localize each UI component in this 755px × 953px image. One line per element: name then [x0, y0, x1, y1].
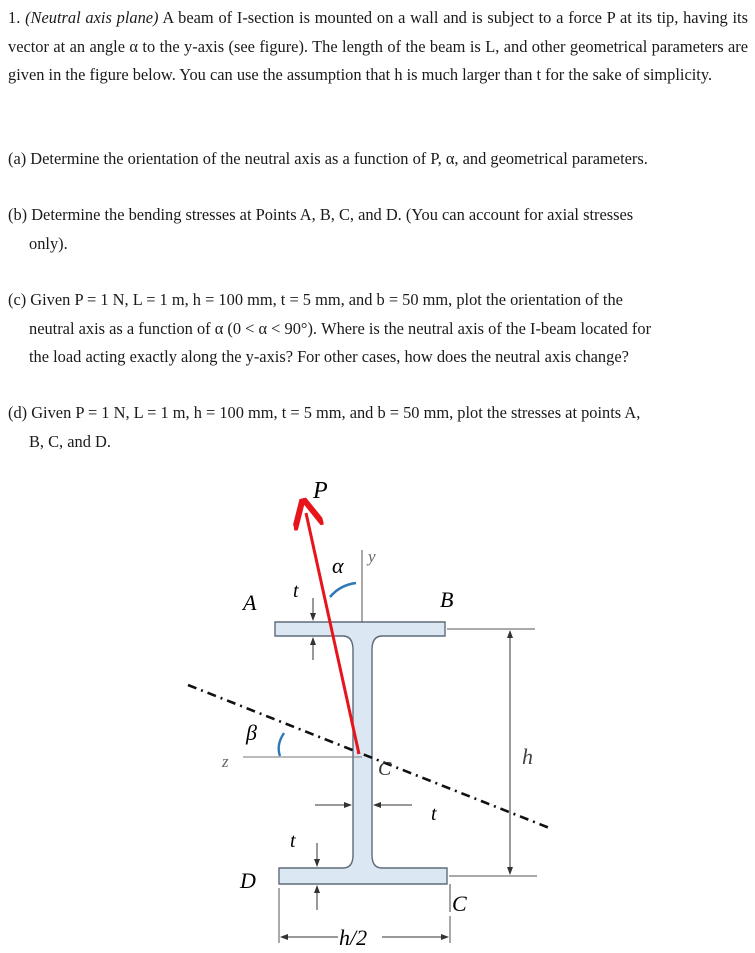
part-d-line-2: B, C, and D.: [29, 431, 111, 451]
problem-intro: A beam of I-section is mounted on a wall and is subject to a force P at its tip, having its vector at an angle α to the y-axis (see figure). The length of the beam is L, and other geometrical parameters are given in the figure below. You can use the assumption that h is much larger than t for the sake of simplicity.: [8, 8, 748, 85]
problem-statement: [8, 4, 748, 90]
point-a-label: A: [243, 590, 257, 615]
i-beam-section: [275, 622, 447, 884]
part-b-line-1: (b) Determine the bending stresses at Points A, B, C, and D. (You can account for axial stresses: [8, 205, 634, 224]
bottom-flange-thickness-label: t: [290, 830, 296, 852]
beta-label: β: [246, 720, 257, 745]
part-d: [8, 399, 748, 456]
part-b: [8, 201, 748, 258]
point-b-label: B: [440, 587, 454, 612]
beta-arc: [279, 733, 284, 756]
height-label: h: [522, 744, 533, 769]
web-thickness-label: t: [431, 803, 437, 825]
y-axis-label: y: [368, 547, 376, 566]
part-c-line-1: (c) Given P = 1 N, L = 1 m, h = 100 mm, t = 5 mm, and b = 50 mm, plot the orientation of the: [8, 290, 623, 309]
part-a-text: (a) Determine the orientation of the neutral axis as a function of P, α, and geometrical parameters.: [8, 149, 648, 168]
width-label: h/2: [339, 925, 368, 950]
force-label: P: [313, 478, 328, 504]
part-c: [8, 286, 748, 372]
point-c-label: C: [452, 891, 467, 916]
i-beam-figure: [0, 460, 755, 953]
alpha-label: α: [332, 553, 344, 578]
point-d-label: D: [240, 868, 256, 893]
top-flange-thickness-label: t: [293, 580, 299, 602]
part-b-line-2: only).: [29, 233, 68, 253]
centroid-label: C: [378, 758, 392, 780]
part-c-line-3: the load acting exactly along the y-axis? For other cases, how does the neutral axis change?: [29, 347, 629, 367]
problem-title: (Neutral axis plane): [25, 8, 159, 27]
z-axis-label: z: [222, 752, 229, 771]
alpha-arc: [330, 583, 356, 597]
part-a: [8, 145, 748, 174]
problem-number: 1.: [8, 8, 21, 27]
part-d-line-1: (d) Given P = 1 N, L = 1 m, h = 100 mm, t = 5 mm, and b = 50 mm, plot the stresses at points A,: [8, 403, 641, 422]
part-c-line-2: neutral axis as a function of α (0 < α < 90°). Where is the neutral axis of the I-beam located for: [29, 318, 652, 338]
